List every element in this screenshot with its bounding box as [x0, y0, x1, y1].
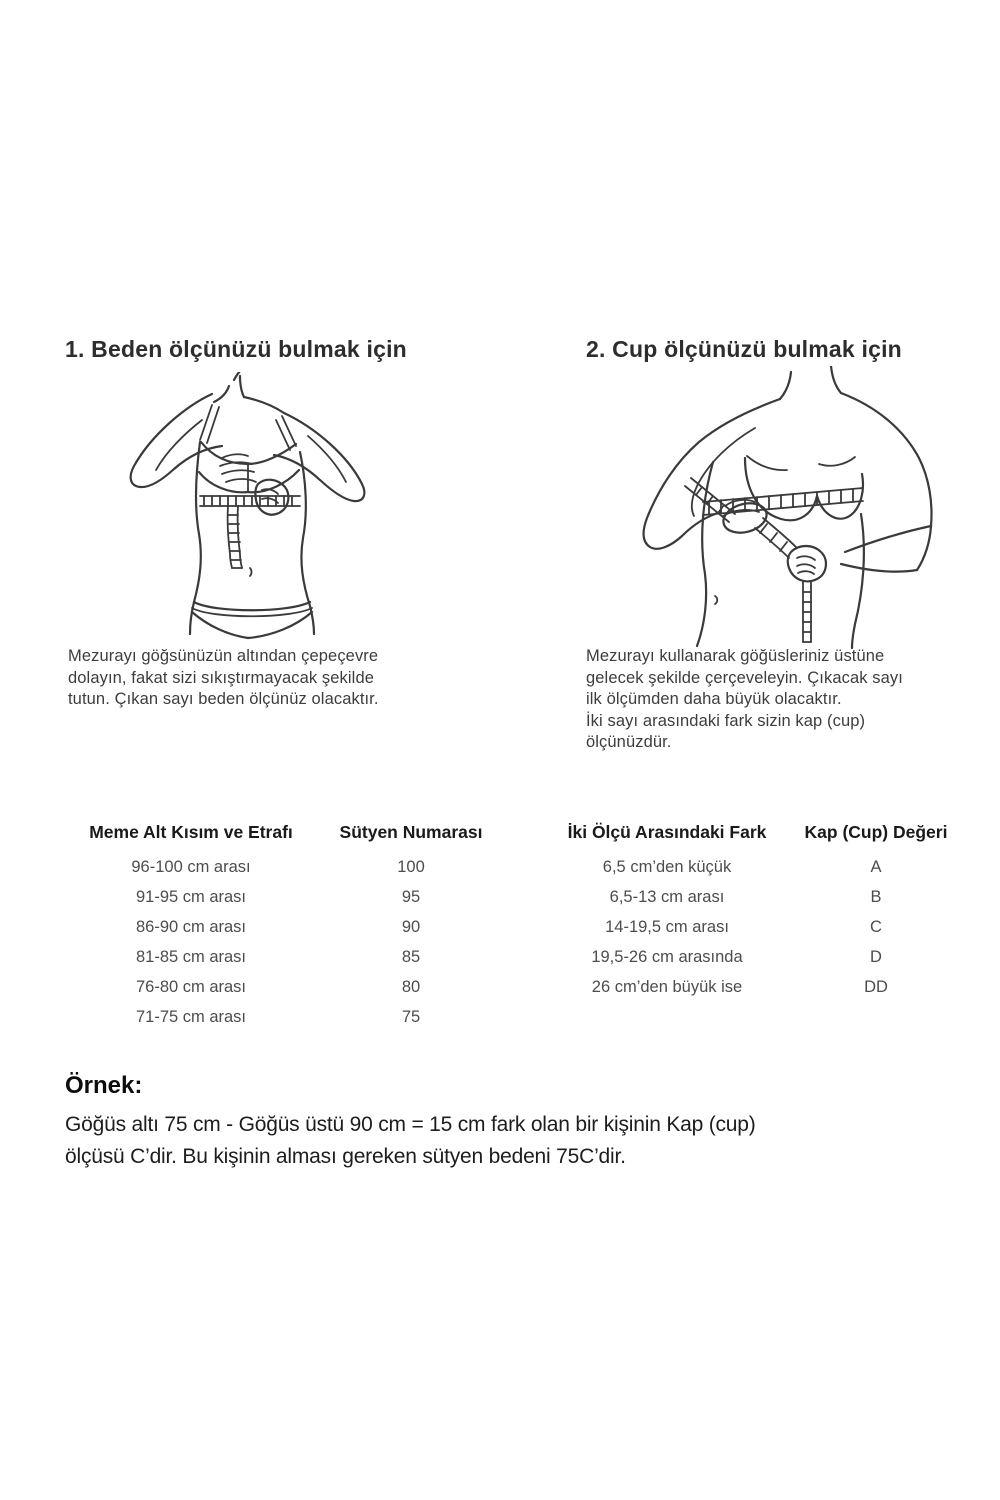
cup-table-body [558, 852, 982, 1002]
text-line: tutun. Çıkan sayı beden ölçünüz olacaktır. [68, 690, 379, 708]
table-cell-value: DD [864, 977, 888, 996]
example-heading: Örnek: [65, 1072, 143, 1099]
table-cell-range: 86-90 cm arası [135, 917, 247, 936]
table-cell-value: 75 [401, 1007, 421, 1026]
text-line: Mezurayı göğsünüzün altından çepeçevre [68, 647, 379, 665]
table-cell-range: 71-75 cm arası [135, 1007, 247, 1026]
band-table-header-measurement: Meme Alt Kısım ve Etrafı [89, 822, 293, 842]
table-cell-value: 85 [401, 947, 421, 966]
table-cell-range: 26 cm’den büyük ise [591, 977, 743, 996]
table-cell-value: 80 [401, 977, 421, 996]
band-size-table [65, 822, 505, 1032]
table-cell-value: 100 [397, 857, 425, 876]
text-line: Mezurayı kullanarak göğüsleriniz üstüne [586, 647, 885, 665]
table-cell-range: 6,5 cm’den küçük [602, 857, 732, 876]
text-line: ilk ölçümden daha büyük olacaktır. [586, 690, 842, 708]
cup-table-header-difference: İki Ölçü Arasındaki Fark [567, 822, 767, 842]
table-cell-range: 14-19,5 cm arası [605, 917, 729, 936]
table-cell-value: C [870, 917, 882, 936]
text-line: ölçünüzdür. [586, 733, 672, 751]
table-cell-range: 91-95 cm arası [135, 887, 247, 906]
band-table-header-size: Sütyen Numarası [339, 822, 483, 842]
table-cell-range: 6,5-13 cm arası [609, 887, 725, 906]
table-row [65, 972, 505, 1002]
table-row [558, 882, 982, 912]
example-text [65, 1109, 965, 1173]
table-cell-value: 90 [401, 917, 421, 936]
table-row [558, 972, 982, 1002]
band-table-body [65, 852, 505, 1032]
band-section-description [68, 646, 488, 711]
text-line: dolayın, fakat sizi sıkıştırmayacak şekilde [68, 668, 374, 687]
table-row [558, 912, 982, 942]
table-cell-range: 19,5-26 cm arasında [591, 947, 743, 966]
text-line: İki sayı arasındaki fark sizin kap (cup) [586, 711, 866, 730]
band-section-heading: 1. Beden ölçünüzü bulmak için [65, 336, 407, 362]
text-line: ölçüsü C’dir. Bu kişinin alması gereken sütyen bedeni 75C’dir. [65, 1145, 626, 1168]
cup-size-table [558, 822, 982, 1002]
table-row [558, 942, 982, 972]
text-line: gelecek şekilde çerçeveleyin. Çıkacak sayı [586, 668, 903, 687]
cup-section-description [586, 646, 986, 754]
overbust-measurement-illustration [595, 366, 945, 651]
example-section [65, 1072, 965, 1173]
table-cell-value: B [870, 887, 882, 906]
table-row [65, 912, 505, 942]
table-row [65, 1002, 505, 1032]
band-table-header [65, 822, 505, 843]
table-row [65, 852, 505, 882]
table-cell-range: 81-85 cm arası [135, 947, 247, 966]
table-row [65, 882, 505, 912]
underbust-measurement-illustration [100, 372, 400, 640]
table-cell-range: 96-100 cm arası [131, 857, 251, 876]
table-row [65, 942, 505, 972]
table-cell-value: A [870, 857, 882, 876]
table-row [558, 852, 982, 882]
table-cell-value: D [870, 947, 882, 966]
table-cell-range: 76-80 cm arası [135, 977, 247, 996]
cup-table-header-cup-value: Kap (Cup) Değeri [804, 822, 948, 842]
cup-section-heading: 2. Cup ölçünüzü bulmak için [586, 336, 902, 362]
cup-table-header [558, 822, 982, 843]
table-cell-value: 95 [401, 887, 421, 906]
text-line: Göğüs altı 75 cm - Göğüs üstü 90 cm = 15 cm fark olan bir kişinin Kap (cup) [65, 1113, 756, 1136]
